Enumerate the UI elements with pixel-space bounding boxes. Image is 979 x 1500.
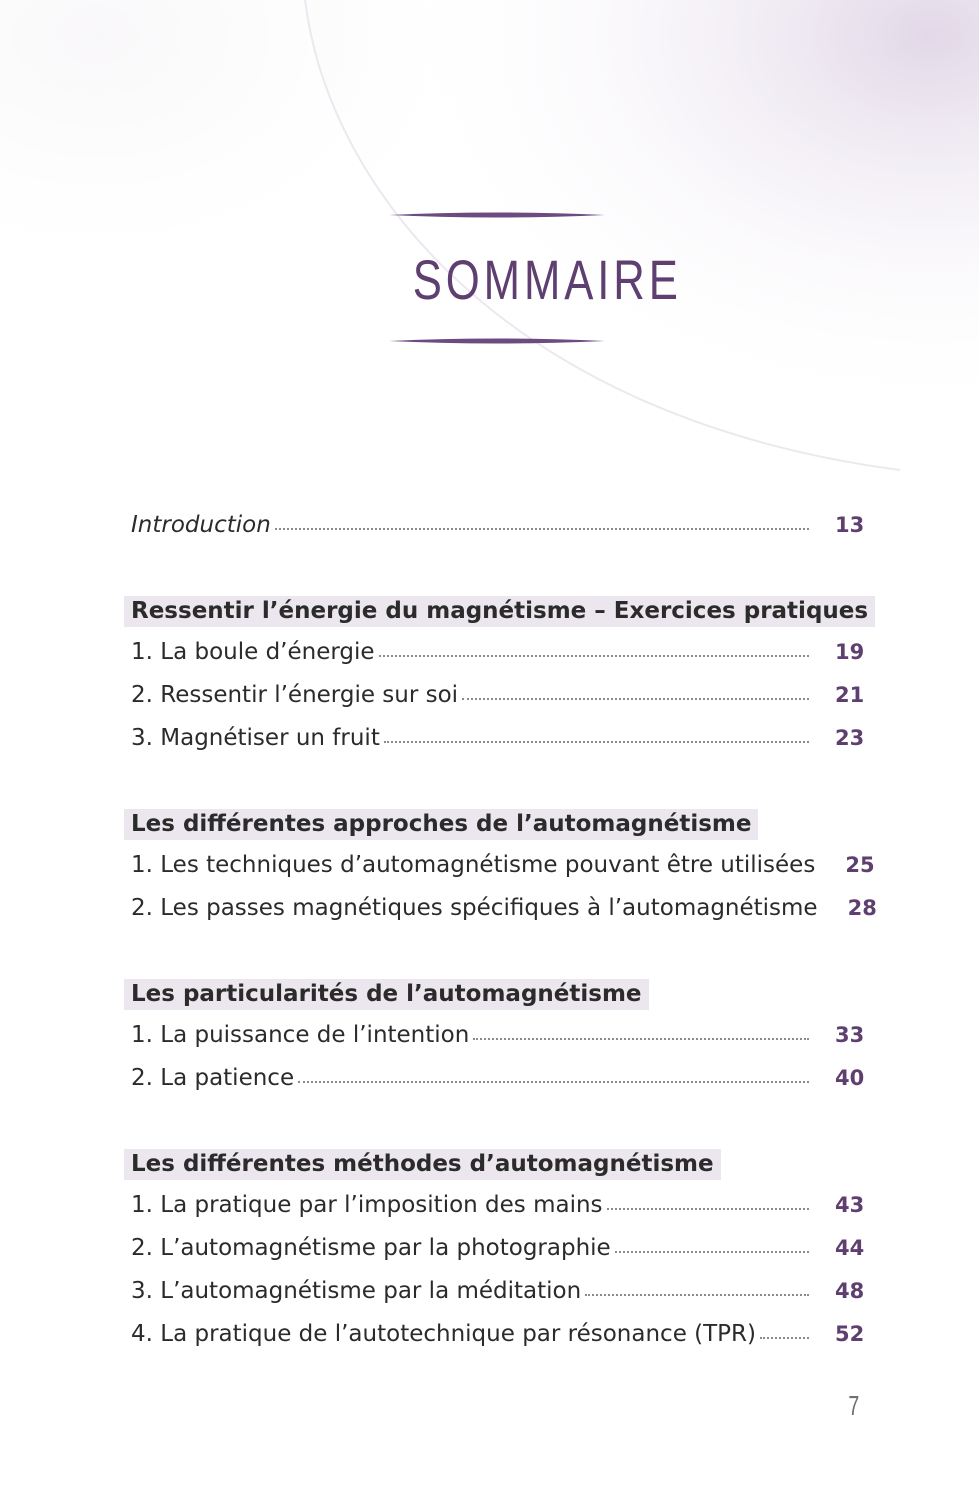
toc-page-number: 25 <box>845 853 875 877</box>
toc-entry[interactable] <box>131 639 865 682</box>
toc-entry-label: 3. L’automagnétisme par la méditation <box>131 1278 582 1304</box>
toc-entry-label: 4. La pratique de l’autotechnique par résonance (TPR) <box>131 1321 757 1347</box>
toc-entry-label: 2. Les passes magnétiques spécifiques à l’automagnétisme <box>131 895 818 921</box>
toc-section <box>131 960 861 1016</box>
toc-page-number: 43 <box>835 1193 865 1217</box>
dot-leader <box>607 1194 809 1210</box>
toc-entry[interactable] <box>131 1022 865 1065</box>
toc-entry[interactable] <box>131 852 875 895</box>
toc-page-number: 21 <box>835 683 865 707</box>
toc-section-heading[interactable]: Ressentir l’énergie du magnétisme – Exercices pratiques <box>124 596 875 627</box>
toc-entry[interactable] <box>131 1192 865 1235</box>
dot-leader <box>615 1237 809 1253</box>
toc-page-number: 52 <box>835 1322 865 1346</box>
toc-page-number: 40 <box>835 1066 865 1090</box>
toc-entry-label: Introduction <box>131 512 271 538</box>
toc-section <box>131 790 861 846</box>
toc-section-heading[interactable]: Les différentes méthodes d’automagnétisme <box>124 1149 721 1180</box>
toc-page-number: 48 <box>835 1279 865 1303</box>
toc-entry[interactable] <box>131 1278 865 1321</box>
dot-leader <box>585 1280 809 1296</box>
dot-leader <box>275 514 809 530</box>
toc-entry-label: 2. La patience <box>131 1065 295 1091</box>
toc-section-heading[interactable]: Les particularités de l’automagnétisme <box>124 979 649 1010</box>
toc-entry[interactable] <box>131 1235 865 1278</box>
toc-entry-introduction[interactable] <box>131 512 865 555</box>
toc-section <box>131 1130 861 1186</box>
dot-leader <box>473 1024 809 1040</box>
toc-entry-label: 1. La boule d’énergie <box>131 639 375 665</box>
toc-page-number: 33 <box>835 1023 865 1047</box>
toc-entry-label: 1. Les techniques d’automagnétisme pouvant être utilisées <box>131 852 816 878</box>
toc-section-heading[interactable]: Les différentes approches de l’automagnétisme <box>124 809 758 840</box>
toc-entry-label: 3. Magnétiser un fruit <box>131 725 380 751</box>
toc-page-number: 28 <box>847 896 877 920</box>
title-block <box>389 210 682 346</box>
toc-entry[interactable] <box>131 682 865 725</box>
table-of-contents <box>131 512 877 1364</box>
toc-entry-label: 1. La pratique par l’imposition des mains <box>131 1192 603 1218</box>
toc-entry[interactable] <box>131 1321 865 1364</box>
toc-page-number: 44 <box>835 1236 865 1260</box>
toc-entry-label: 1. La puissance de l’intention <box>131 1022 470 1048</box>
dot-leader <box>384 727 809 743</box>
toc-entry[interactable] <box>131 1065 865 1108</box>
toc-entry-label: 2. L’automagnétisme par la photographie <box>131 1235 611 1261</box>
toc-entry[interactable] <box>131 725 865 768</box>
page-title: SOMMAIRE <box>412 248 682 311</box>
dot-leader <box>298 1067 809 1083</box>
toc-page-number: 23 <box>835 726 865 750</box>
page-number: 7 <box>848 1390 860 1421</box>
toc-entry-label: 2. Ressentir l’énergie sur soi <box>131 682 459 708</box>
dot-leader <box>462 684 809 700</box>
title-top-rule <box>389 210 605 220</box>
toc-entry[interactable] <box>131 895 877 938</box>
dot-leader <box>760 1323 809 1339</box>
toc-page-number: 13 <box>835 513 865 537</box>
toc-section <box>131 577 869 633</box>
dot-leader <box>379 641 809 657</box>
toc-page-number: 19 <box>835 640 865 664</box>
title-bottom-rule <box>389 336 605 346</box>
